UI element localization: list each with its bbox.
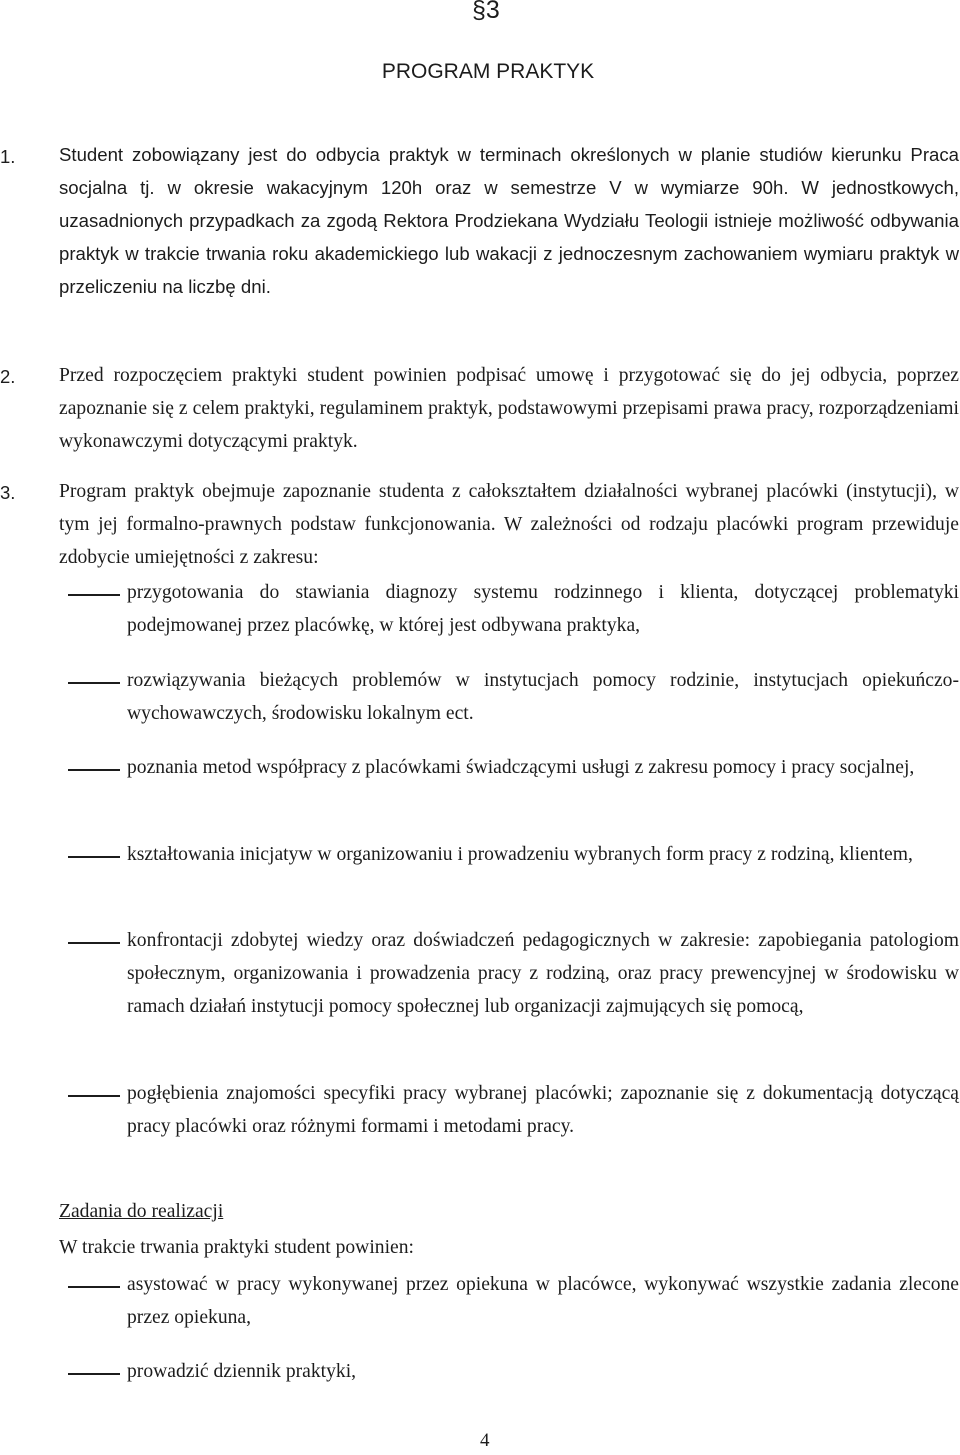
list-item: prowadzić dziennik praktyki, [127, 1361, 357, 1382]
list-item: poznania metod współpracy z placówkami świadczącymi usługi z zakresu pomocy i pracy socjalnej, [127, 757, 915, 778]
page-title: PROGRAM PRAKTYK [381, 60, 595, 83]
point-text: Program praktyk obejmuje zapoznanie studenta z całokształtem działalności wybranej placówki (instytucji), w tym jej formalno-prawnych podstaw funkcjonowania. W zależności od rodzaju placówki program przewiduje zdobycie umiejętności z zakresu: [59, 481, 959, 568]
list-dash [68, 942, 120, 944]
point-text: Student zobowiązany jest do odbycia praktyk w terminach określonych w planie studiów kierunku Praca socjalna tj. w okresie wakacyjnym 120h oraz w semestrze V w wymiarze 90h. W jednostkowych, uzasadnionych przypadkach za zgodą Rektora Prodziekana Wydziału Teologii istnieje możliwość odbywania praktyk w trakcie trwania roku akademickiego lub wakacji z jednoczesnym zachowaniem wymiaru praktyk w przeliczeniu na liczbę dni. [59, 144, 959, 297]
list-dash [68, 856, 120, 858]
list-item: przygotowania do stawiania diagnozy systemu rodzinnego i klienta, dotyczącej problematyki podejmowanej przez placówkę, w której jest odbywana praktyka, [127, 582, 959, 636]
tasks-intro: W trakcie trwania praktyki student powinien: [59, 1237, 414, 1258]
list-dash [68, 594, 120, 596]
list-dash [68, 1373, 120, 1375]
tasks-heading: Zadania do realizacji [59, 1201, 224, 1222]
list-item: kształtowania inicjatyw w organizowaniu i prowadzeniu wybranych form pracy z rodziną, klientem, [127, 844, 913, 865]
point-number: 2. [0, 366, 16, 387]
section-sign: §3 [472, 0, 500, 24]
point-number: 3. [0, 482, 16, 503]
list-item: konfrontacji zdobytej wiedzy oraz doświadczeń pedagogicznych w zakresie: zapobiegania patologiom społecznym, organizowania i prowadzenia pracy z rodziną, oraz pracy prewencyjnej w środowisku w ramach działań instytucji pomocy społecznej lub organizacji zajmujących się pomocą, [127, 930, 959, 1017]
list-item: pogłębienia znajomości specyfiki pracy wybranej placówki; zapoznanie się z dokumentacją dotyczącą pracy placówki oraz różnymi formami i metodami pracy. [127, 1083, 959, 1137]
list-dash [68, 1286, 120, 1288]
list-item: rozwiązywania bieżących problemów w instytucjach pomocy rodzinie, instytucjach opiekuńczo-wychowawczych, środowisku lokalnym ect. [127, 670, 959, 724]
list-dash [68, 769, 120, 771]
list-dash [68, 682, 120, 684]
list-dash [68, 1095, 120, 1097]
point-number: 1. [0, 146, 16, 167]
list-item: asystować w pracy wykonywanej przez opiekuna w placówce, wykonywać wszystkie zadania zlecone przez opiekuna, [127, 1274, 959, 1328]
page-number: 4 [480, 1430, 490, 1451]
point-text: Przed rozpoczęciem praktyki student powinien podpisać umowę i przygotować się do jej odbycia, poprzez zapoznanie się z celem praktyki, regulaminem praktyk, podstawowymi przepisami prawa pracy, rozporządzeniami wykonawczymi dotyczącymi praktyk. [59, 365, 959, 452]
